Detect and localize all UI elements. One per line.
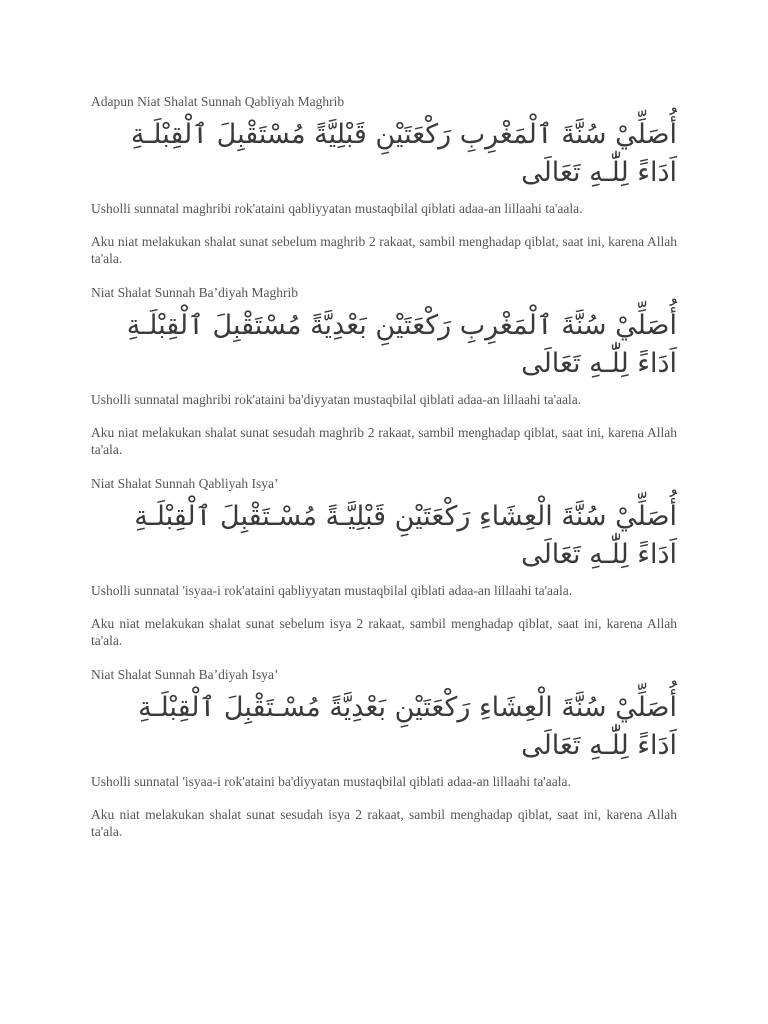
arabic-niat-text: أُصَلِّيْ سُنَّةَ ٱلْمَغْرِبِ رَكْعَتَيْنِ بَعْدِيَّةً مُسْتَقْبِلَ ٱلْقِبْلَـةِ اَدَاءً لِلّٰـهِ تَعَالَى (126, 310, 677, 379)
arabic-niat-text: أُصَلِّيْ سُنَّةَ الْعِشَاءِ رَكْعَتَيْنِ بَعْدِيَّةً مُسْـتَقْبِلَ ٱلْقِبْلَـةِ اَدَاءً لِلّٰـهِ تَعَالَى (138, 692, 677, 761)
arabic-niat-text: أُصَلِّيْ سُنَّةَ الْعِشَاءِ رَكْعَتَيْنِ قَبْلِيَّـةً مُسْـتَقْبِلَ ٱلْقِبْلَـةِ اَدَاءً لِلّٰـهِ تَعَالَى (134, 501, 677, 570)
arabic-niat-text: أُصَلِّيْ سُنَّةَ ٱلْمَغْرِبِ رَكْعَتَيْنِ قَبْلِيَّةً مُسْتَقْبِلَ ٱلْقِبْلَـةِ اَدَاءً لِلّٰـهِ تَعَالَى (130, 119, 677, 188)
section-badiyah-isya (91, 666, 677, 840)
section-title: Niat Shalat Sunnah Ba’diyah Maghrib (91, 285, 298, 300)
latin-transliteration: Usholli sunnatal maghribi rok'ataini ba'diyyatan mustaqbilal qiblati adaa-an lillaahi ta'aala. (91, 392, 582, 407)
indonesian-meaning: Aku niat melakukan shalat sunat sesudah maghrib 2 rakaat, sambil menghadap qiblat, saat ini, karena Allah ta'ala. (91, 425, 677, 457)
latin-transliteration: Usholli sunnatal 'isyaa-i rok'ataini qabliyyatan mustaqbilal qiblati adaa-an lillaahi ta'aala. (91, 583, 573, 598)
section-qabliyah-maghrib (91, 93, 677, 267)
section-badiyah-maghrib (91, 284, 677, 458)
latin-transliteration: Usholli sunnatal maghribi rok'ataini qabliyyatan mustaqbilal qiblati adaa-an lillaahi ta'aala. (91, 201, 583, 216)
indonesian-meaning: Aku niat melakukan shalat sunat sebelum isya 2 rakaat, sambil menghadap qiblat, saat ini, karena Allah ta'ala. (91, 616, 677, 648)
section-title: Niat Shalat Sunnah Qabliyah Isya’ (91, 476, 279, 491)
section-title: Niat Shalat Sunnah Ba’diyah Isya’ (91, 667, 279, 682)
document-content (91, 93, 677, 857)
section-title: Adapun Niat Shalat Sunnah Qabliyah Maghrib (91, 94, 345, 109)
indonesian-meaning: Aku niat melakukan shalat sunat sesudah isya 2 rakaat, sambil menghadap qiblat, saat ini, karena Allah ta'ala. (91, 807, 677, 839)
indonesian-meaning: Aku niat melakukan shalat sunat sebelum maghrib 2 rakaat, sambil menghadap qiblat, saat ini, karena Allah ta'ala. (91, 234, 677, 266)
latin-transliteration: Usholli sunnatal 'isyaa-i rok'ataini ba'diyyatan mustaqbilal qiblati adaa-an lillaahi ta'aala. (91, 774, 571, 789)
section-qabliyah-isya (91, 475, 677, 649)
